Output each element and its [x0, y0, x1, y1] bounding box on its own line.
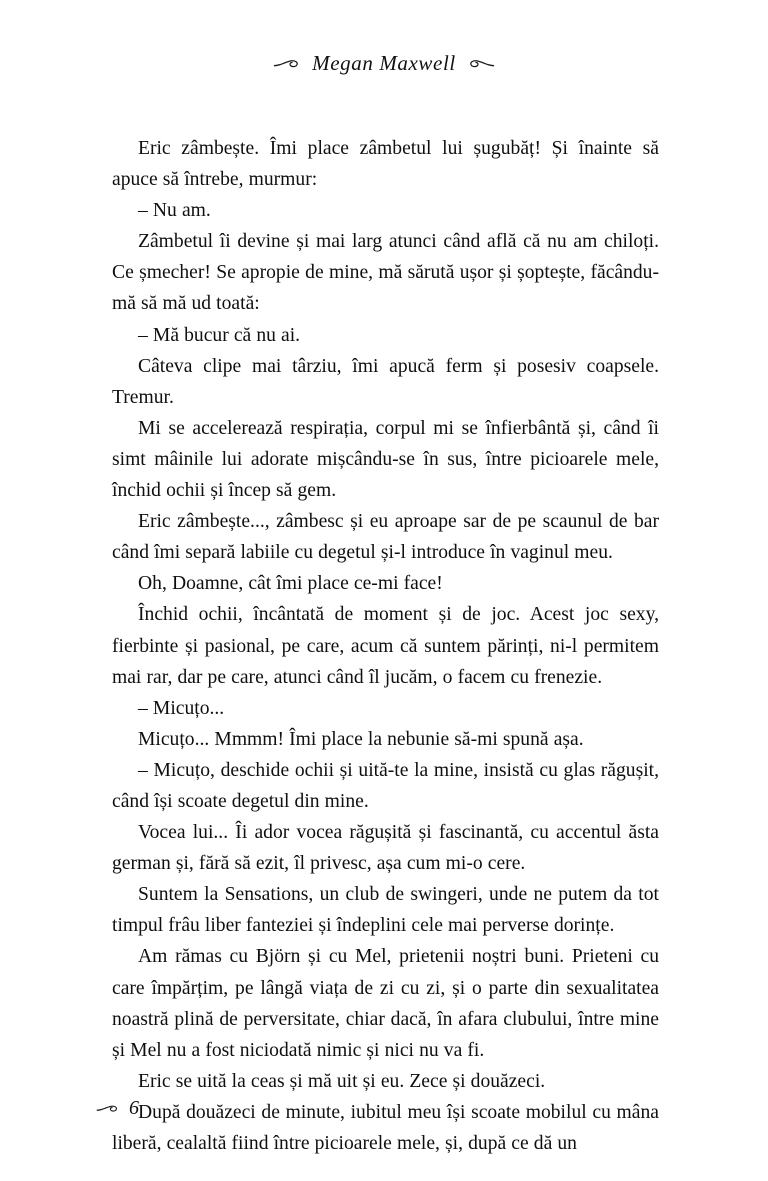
- paragraph: Suntem la Sensations, un club de swingeri, unde ne putem da tot timpul frâu liber fanteziei și îndeplini cele mai perverse dorințe.: [112, 884, 659, 937]
- paragraph: Câteva clipe mai târziu, îmi apucă ferm și posesiv coapsele. Tremur.: [112, 355, 659, 408]
- paragraph: Eric zâmbește..., zâmbesc și eu aproape sar de pe scaunul de bar când îmi separă labiile cu degetul și-l introduce în vaginul meu.: [112, 511, 659, 564]
- paragraph: Eric zâmbește. Îmi place zâmbetul lui șugubăț! Și înainte să apuce să întrebe, murmur:: [112, 138, 659, 191]
- body-text-block: [112, 133, 659, 1159]
- paragraph: După douăzeci de minute, iubitul meu își scoate mobilul cu mâna liberă, cealaltă fiind între picioarele mele, și, după ce dă un: [112, 1101, 659, 1154]
- paragraph: Mi se accelerează respirația, corpul mi se înfierbântă și, când îi simt mâinile lui adorate mișcându-se în sus, între picioarele mele, închid ochii și încep să gem.: [112, 417, 659, 502]
- page-folio: [96, 1098, 139, 1118]
- paragraph: – Mă bucur că nu ai.: [138, 324, 301, 346]
- paragraph: Închid ochii, încântată de moment și de joc. Acest joc sexy, fierbinte și pasional, pe care, acum că suntem părinți, ni-l permitem mai rar, dar pe care, atunci când îl jucăm, o facem cu frenezie.: [112, 604, 659, 688]
- paragraph: Oh, Doamne, cât îmi place ce-mi face!: [138, 573, 443, 595]
- running-head: [0, 48, 768, 78]
- paragraph: Zâmbetul îi devine și mai larg atunci când află că nu am chiloți. Ce șmecher! Se apropie de mine, mă sărută ușor și șoptește, făcându-mă să mă ud toată:: [112, 231, 659, 315]
- page-number: 6: [129, 1097, 139, 1119]
- flourish-ornament-left-icon: [96, 1102, 118, 1114]
- paragraph: Am rămas cu Björn și cu Mel, prietenii noștri buni. Prieteni cu care împărțim, pe lângă viața de zi cu zi, și o parte din sexualitatea noastră plină de perversitate, chiar dacă, în afara clubului, între mine și Mel nu a fost niciodată nimic și nici nu va fi.: [112, 946, 659, 1061]
- flourish-ornament-right-icon: [469, 56, 495, 70]
- paragraph: – Nu am.: [138, 200, 211, 222]
- paragraph: Vocea lui... Îi ador vocea răgușită și fascinantă, cu accentul ăsta german și, fără să ezit, îl privesc, așa cum mi-o cere.: [112, 822, 659, 875]
- paragraph: Micuțo... Mmmm! Îmi place la nebunie să-mi spună așa.: [138, 728, 584, 750]
- paragraph: – Micuțo, deschide ochii și uită-te la mine, insistă cu glas răgușit, când își scoate degetul din mine.: [112, 759, 659, 812]
- paragraph: – Micuțo...: [138, 697, 225, 719]
- running-head-title: Megan Maxwell: [312, 50, 456, 75]
- paragraph: Eric se uită la ceas și mă uit și eu. Zece și douăzeci.: [138, 1070, 546, 1092]
- flourish-ornament-left-icon: [273, 56, 299, 70]
